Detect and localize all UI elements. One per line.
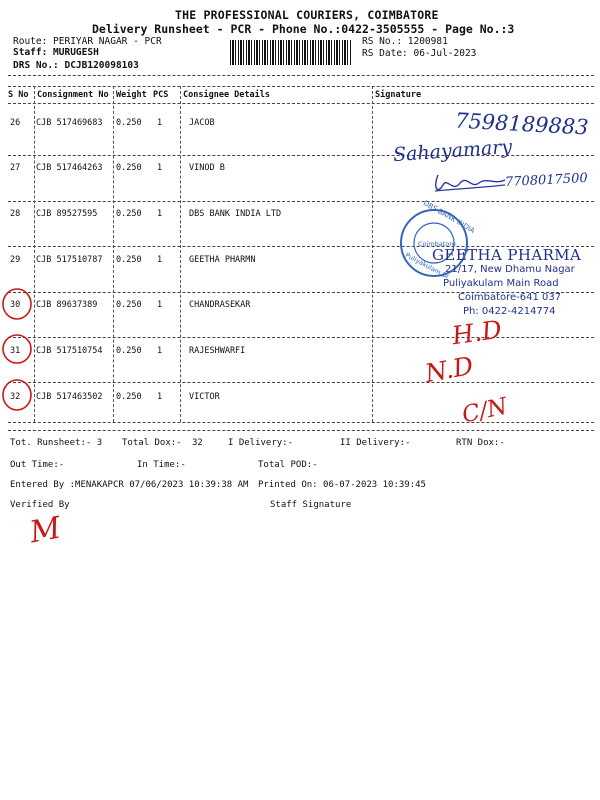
stamp-ring-city: Coimbatore	[418, 240, 456, 248]
row-sno: 27	[10, 163, 21, 173]
staff-label: Staff: MURUGESH	[13, 47, 99, 58]
row-consignee: RAJESHWARFI	[189, 346, 246, 356]
row-sno: 26	[10, 118, 21, 128]
ii-delivery: II Delivery:-	[340, 438, 411, 448]
row-pcs: 1	[157, 118, 163, 128]
red-mark-row32: C/N	[459, 393, 510, 429]
column-separator	[180, 86, 181, 422]
stamp-address-3: Coimbatore-641 037	[458, 292, 562, 303]
row-consignment: CJB 89527595	[36, 209, 98, 219]
row-pcs: 1	[157, 300, 163, 310]
row-weight: 0.250	[116, 346, 142, 356]
row-consignment: CJB 89637389	[36, 300, 98, 310]
row-pcs: 1	[157, 346, 163, 356]
verified-initials: M	[27, 510, 64, 551]
stamp-address-1: 21/17, New Dhamu Nagar	[445, 264, 575, 275]
handwritten-phone-2: 7708017500	[504, 170, 589, 191]
row-sno: 29	[10, 255, 21, 265]
out-time: Out Time:-	[10, 460, 65, 470]
row-pcs: 1	[157, 255, 163, 265]
stamp-phone: Ph: 0422-4214774	[463, 306, 556, 317]
col-consignment: Consignment No	[37, 90, 109, 100]
row-sno: 31	[10, 346, 21, 356]
table-bottom-rule	[8, 422, 594, 423]
red-circle-marks	[0, 285, 40, 420]
row-weight: 0.250	[116, 163, 142, 173]
row-pcs: 1	[157, 392, 163, 402]
stamp-ring-top: DBS BANK INDIA	[421, 199, 477, 235]
row-rule	[8, 201, 594, 202]
row-sno: 32	[10, 392, 21, 402]
stamp-name: GEETHA PHARMA	[432, 246, 582, 264]
table-bottom-rule	[8, 430, 594, 431]
col-pcs: PCS	[153, 90, 169, 100]
row-consignee: GEETHA PHARMN	[189, 255, 256, 265]
entered-by: Entered By :MENAKAPCR 07/06/2023 10:39:38 AM	[10, 480, 249, 490]
table-top-rule	[8, 86, 594, 87]
runsheet-title: Delivery Runsheet - PCR - Phone No.:0422-3505555 - Page No.:3	[92, 22, 515, 36]
row-consignee: VICTOR	[189, 392, 220, 402]
total-pod: Total POD:-	[258, 460, 318, 470]
printed-on: Printed On: 06-07-2023 10:39:45	[258, 480, 426, 490]
row-sno: 30	[10, 300, 21, 310]
row-consignee: DBS BANK INDIA LTD	[189, 209, 282, 219]
divider	[8, 75, 594, 76]
row-weight: 0.250	[116, 255, 142, 265]
in-time: In Time:-	[137, 460, 186, 470]
col-sno: S No	[8, 90, 29, 100]
row-consignment: CJB 517510754	[36, 346, 103, 356]
col-consignee: Consignee Details	[183, 90, 270, 100]
row-sno: 28	[10, 209, 21, 219]
row-consignment: CJB 517463502	[36, 392, 103, 402]
row-consignment: CJB 517469683	[36, 118, 103, 128]
col-weight: Weight	[116, 90, 147, 100]
stamp-address-2: Puliyakulam Main Road	[443, 278, 559, 289]
total-dox-value: 32	[192, 438, 203, 448]
row-pcs: 1	[157, 163, 163, 173]
row-weight: 0.250	[116, 209, 142, 219]
row-consignee: CHANDRASEKAR	[189, 300, 251, 310]
red-mark-row31: H.D	[450, 314, 504, 351]
rtn-dox: RTN Dox:-	[456, 438, 505, 448]
row-rule	[8, 337, 594, 338]
stamp-ring-bottom: Puliyakulam Br	[403, 251, 451, 281]
rs-number: RS No.: 1200981	[362, 36, 448, 47]
table-header-rule	[8, 103, 594, 104]
column-separator	[372, 86, 373, 422]
row-weight: 0.250	[116, 392, 142, 402]
staff-signature: Staff Signature	[270, 500, 352, 510]
barcode	[230, 40, 352, 65]
handwritten-phone: 7598189883	[454, 108, 590, 140]
row-weight: 0.250	[116, 118, 142, 128]
i-delivery: I Delivery:-	[228, 438, 294, 448]
verified-by: Verified By	[10, 500, 70, 510]
row-consignee: VINOD B	[189, 163, 225, 173]
row-weight: 0.250	[116, 300, 142, 310]
row-consignee: JACOB	[189, 118, 215, 128]
row-pcs: 1	[157, 209, 163, 219]
rs-date: RS Date: 06-Jul-2023	[362, 48, 477, 59]
row-rule	[8, 382, 594, 383]
receiver-signature	[395, 155, 520, 200]
row-consignment: CJB 517464263	[36, 163, 103, 173]
tot-runsheet: Tot. Runsheet:- 3	[10, 438, 103, 448]
column-separator	[113, 86, 114, 422]
red-mark-row31-2: N.D	[422, 351, 476, 388]
drs-number: DRS No.: DCJB120098103	[13, 60, 139, 71]
handwritten-name: Sahayamary	[392, 135, 513, 167]
row-consignment: CJB 517510787	[36, 255, 103, 265]
route-label: Route: PERIYAR NAGAR - PCR	[13, 36, 162, 47]
total-dox-label: Total Dox:-	[122, 438, 182, 448]
company-title: THE PROFESSIONAL COURIERS, COIMBATORE	[175, 8, 439, 22]
col-signature: Signature	[375, 90, 422, 100]
